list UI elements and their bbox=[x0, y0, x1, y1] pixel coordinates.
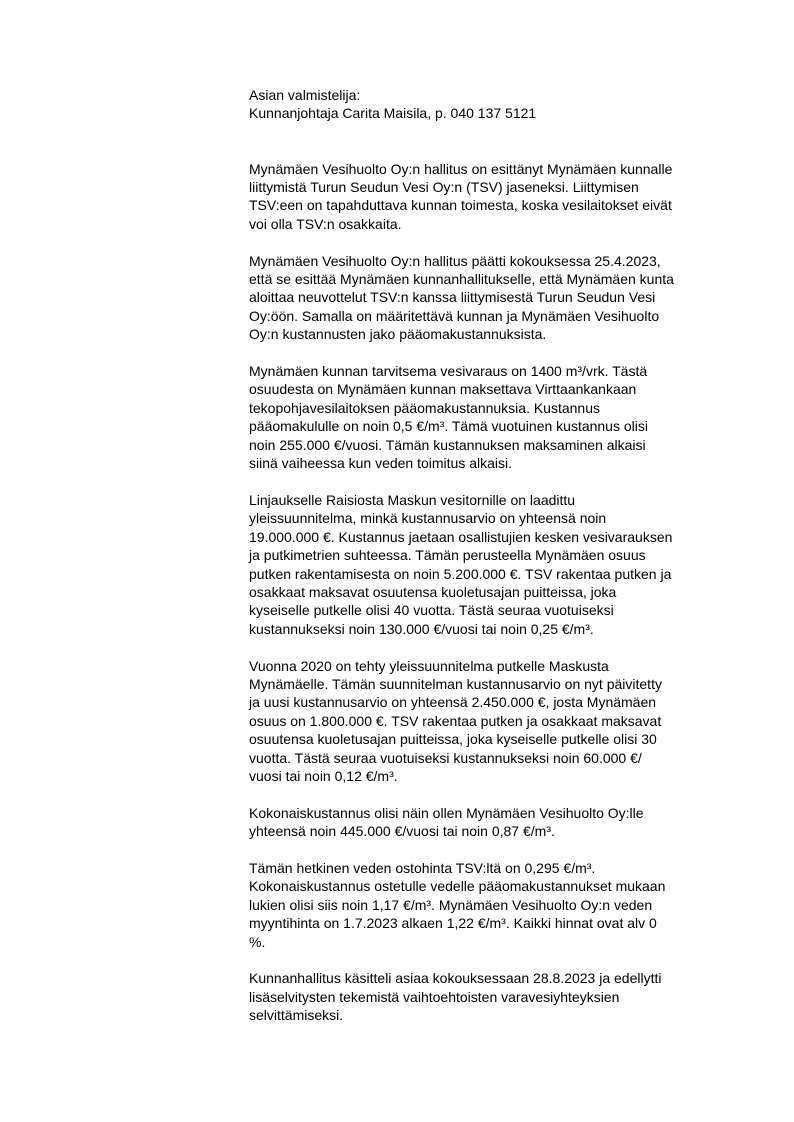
text-line: myyntihinta on 1.7.2023 alkaen 1,22 €/m³. Kaikki hinnat ovat alv 0 bbox=[249, 915, 657, 932]
paragraph-board-decision bbox=[249, 252, 749, 344]
text-line: Oy:n kustannusten jako pääomakustannuksista. bbox=[249, 326, 547, 343]
preparer-label: Asian valmistelija: bbox=[249, 87, 361, 103]
text-line: Mynämäen Vesihuolto Oy:n hallitus päätti kokouksessa 25.4.2023, bbox=[249, 252, 661, 269]
text-line: tekopohjavesilaitoksen pääomakustannuksia. Kustannus bbox=[249, 399, 601, 416]
text-line: selvittämiseksi. bbox=[249, 1007, 344, 1024]
preparer-contact: Kunnanjohtaja Carita Maisila, p. 040 137 5121 bbox=[249, 105, 537, 122]
text-line: noin 255.000 €/vuosi. Tämän kustannuksen maksaminen alkaisi bbox=[249, 436, 646, 453]
text-line: TSV:een on tapahduttava kunnan toimesta, koska vesilaitokset eivät bbox=[249, 197, 672, 214]
text-line: osuutensa kuoletusajan puitteissa, joka kyseiselle putkelle olisi 30 bbox=[249, 731, 657, 748]
text-line: lukien olisi siis noin 1,17 €/m³. Mynämäen Vesihuolto Oy:n veden bbox=[249, 896, 653, 913]
paragraph-masku-pipeline bbox=[249, 657, 749, 786]
preparer-block bbox=[249, 86, 749, 123]
paragraph-water-reservation bbox=[249, 362, 749, 472]
text-line: kustannukseksi noin 130.000 €/vuosi tai noin 0,25 €/m³. bbox=[249, 620, 594, 637]
text-line: Mynämäen Vesihuolto Oy:n hallitus on esittänyt Mynämäen kunnalle bbox=[249, 160, 673, 177]
text-line: Linjaukselle Raisiosta Maskun vesitornille on laadittu bbox=[249, 491, 576, 508]
paragraph-council-handling bbox=[249, 969, 749, 1024]
text-line: liittymistä Turun Seudun Vesi Oy:n (TSV) jaseneksi. Liittymisen bbox=[249, 179, 639, 196]
text-line: voi olla TSV:n osakkaita. bbox=[249, 215, 402, 232]
text-line: vuotta. Tästä seuraa vuotuiseksi kustannukseksi noin 60.000 €/ bbox=[249, 749, 642, 766]
text-line: 19.000.000 €. Kustannus jaetaan osallistujien kesken vesivarauksen bbox=[249, 528, 673, 545]
text-line: Kokonaiskustannus ostetulle vedelle pääomakustannukset mukaan bbox=[249, 878, 666, 895]
text-line: ja uusi kustannusarvio on yhteensä 2.450.000 €, josta Mynämäen bbox=[249, 694, 657, 711]
text-line: siinä vaiheessa kun veden toimitus alkaisi. bbox=[249, 455, 513, 472]
paragraph-current-prices bbox=[249, 859, 749, 951]
text-line: putken rakentamisesta on noin 5.200.000 €. TSV rakentaa putken ja bbox=[249, 565, 672, 582]
text-line: Tämän hetkinen veden ostohinta TSV:ltä on 0,295 €/m³. bbox=[249, 859, 596, 876]
text-line: osuudesta on Mynämäen kunnan maksettava Virttaankankaan bbox=[249, 381, 637, 398]
text-line: Kokonaiskustannus olisi näin ollen Mynämäen Vesihuolto Oy:lle bbox=[249, 804, 644, 821]
text-line: Mynämäen kunnan tarvitsema vesivaraus on 1400 m³/vrk. Tästä bbox=[249, 363, 648, 380]
text-line: Kunnanhallitus käsitteli asiaa kokouksessaan 28.8.2023 ja edellytti bbox=[249, 970, 662, 987]
text-line: kyseiselle putkelle olisi 40 vuotta. Tästä seuraa vuotuiseksi bbox=[249, 602, 614, 619]
paragraph-total-cost bbox=[249, 804, 749, 841]
paragraph-membership-proposal bbox=[249, 160, 749, 234]
text-line: pääomakululle on noin 0,5 €/m³. Tämä vuotuinen kustannus olisi bbox=[249, 418, 648, 435]
text-line: yhteensä noin 445.000 €/vuosi tai noin 0,87 €/m³. bbox=[249, 823, 555, 840]
paragraph-raisio-pipeline bbox=[249, 491, 749, 638]
text-line: yleissuunnitelma, minkä kustannusarvio on yhteensä noin bbox=[249, 510, 607, 527]
text-line: lisäselvitysten tekemistä vaihtoehtoisten varavesiyhteyksien bbox=[249, 988, 620, 1005]
text-line: ja putkimetrien suhteessa. Tämän perusteella Mynämäen osuus bbox=[249, 547, 646, 564]
text-line: Vuonna 2020 on tehty yleissuunnitelma putkelle Maskusta bbox=[249, 657, 609, 674]
text-line: %. bbox=[249, 933, 266, 950]
text-line: vuosi tai noin 0,12 €/m³. bbox=[249, 767, 398, 784]
text-line: osuus on 1.800.000 €. TSV rakentaa putken ja osakkaat maksavat bbox=[249, 712, 662, 729]
text-line: Mynämäelle. Tämän suunnitelman kustannusarvio on nyt päivitetty bbox=[249, 675, 662, 692]
document-page bbox=[249, 86, 749, 1043]
text-line: osakkaat maksavat osuutensa kuoletusajan puitteissa, joka bbox=[249, 583, 617, 600]
text-line: Oy:öön. Samalla on määritettävä kunnan ja Mynämäen Vesihuolto bbox=[249, 307, 660, 324]
text-line: aloittaa neuvottelut TSV:n kanssa liittymisestä Turun Seudun Vesi bbox=[249, 289, 656, 306]
text-line: että se esittää Mynämäen kunnanhallitukselle, että Mynämäen kunta bbox=[249, 271, 674, 288]
